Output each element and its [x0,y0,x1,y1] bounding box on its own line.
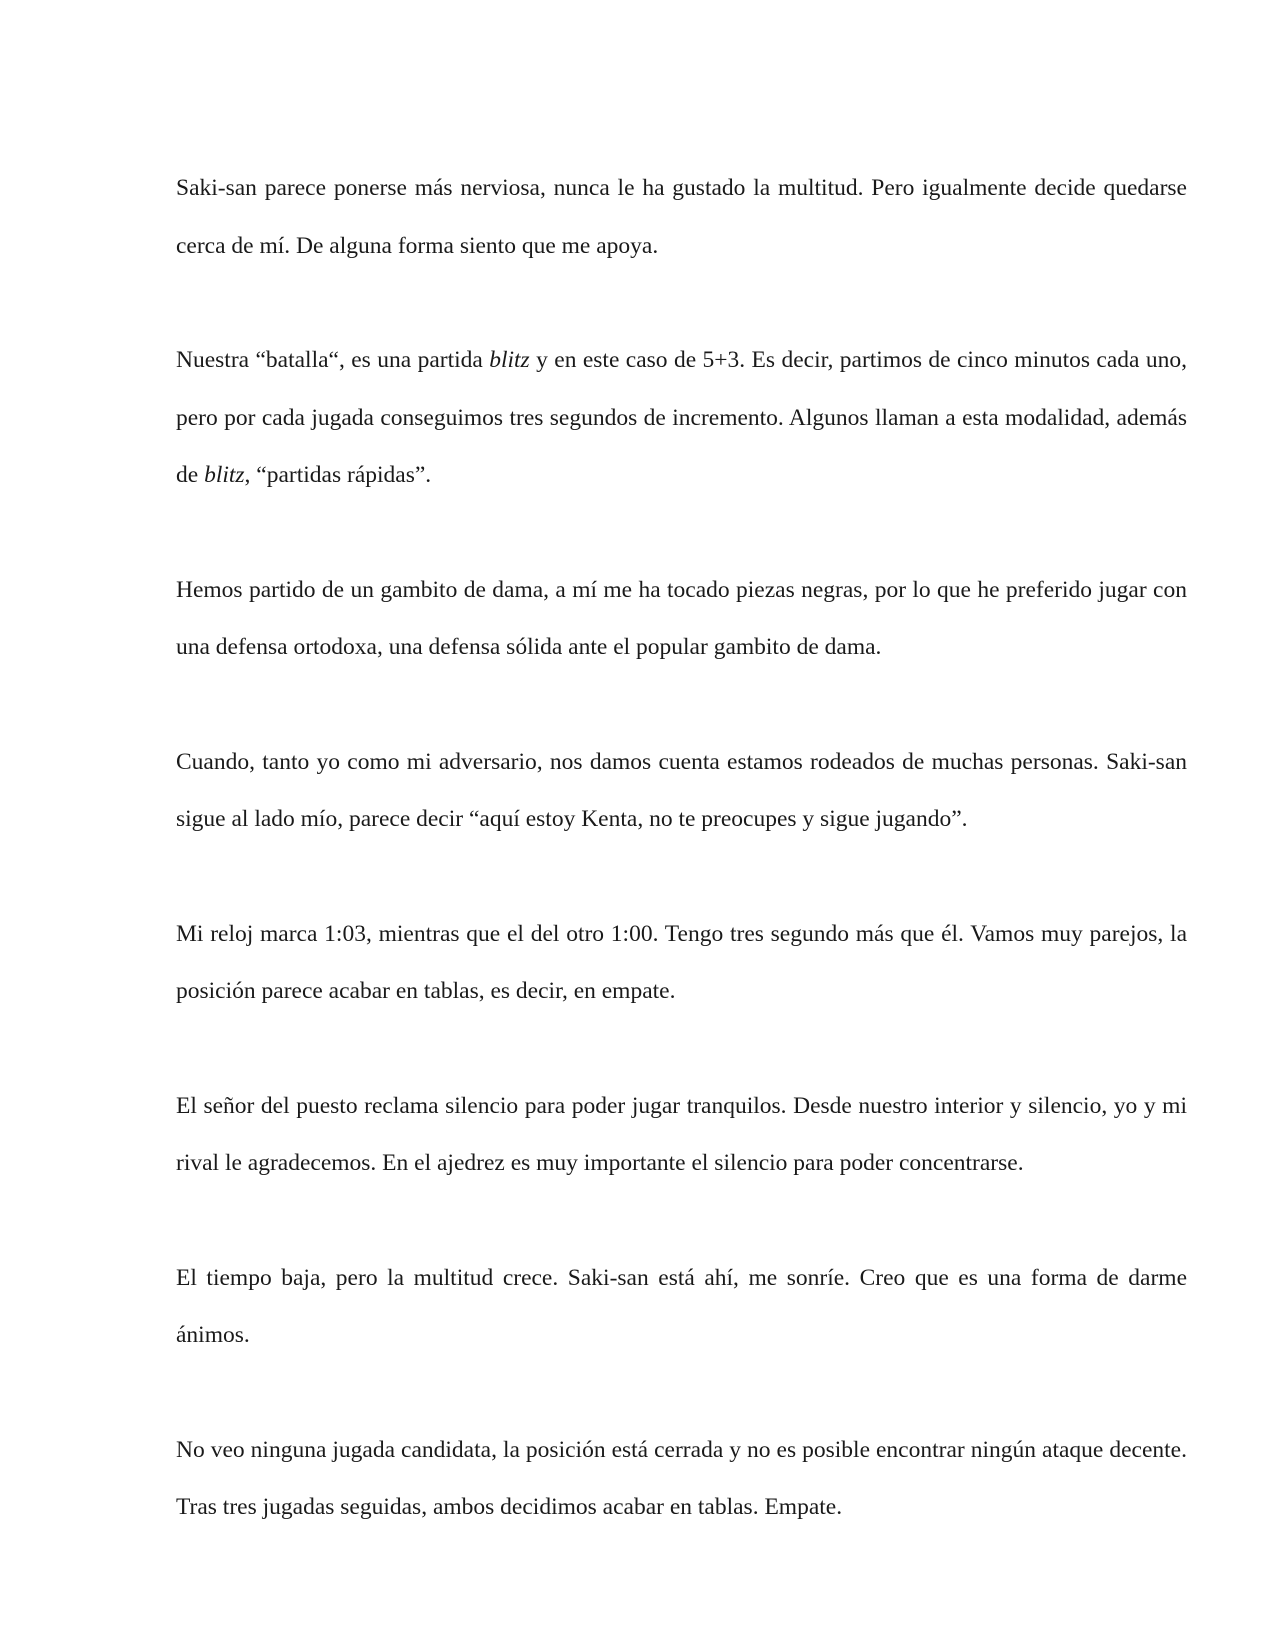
paragraph-1-text: Saki-san parece ponerse más nerviosa, nunca le ha gustado la multitud. Pero igualmente decide quedarse cerca de mí. De alguna forma siento que me apoya. [176,175,1187,259]
paragraph-3 [176,562,1187,677]
paragraph-7-text: El tiempo baja, pero la multitud crece. Saki-san está ahí, me sonríe. Creo que es una forma de darme ánimos. [176,1264,1187,1348]
paragraph-8-text: No veo ninguna jugada candidata, la posición está cerrada y no es posible encontrar ningún ataque decente. Tras tres jugadas seguidas, ambos decidimos acabar en tablas. Empate. [176,1436,1187,1520]
paragraph-2-text-c: , “partidas rápidas”. [244,462,432,488]
paragraph-2-italic-term-b: blitz [204,462,245,488]
paragraph-4-text: Cuando, tanto yo como mi adversario, nos damos cuenta estamos rodeados de muchas personas. Saki-san sigue al lado mío, parece decir “aquí estoy Kenta, no te preocupes y sigue jugando”. [176,748,1187,832]
paragraph-3-text: Hemos partido de un gambito de dama, a mí me ha tocado piezas negras, por lo que he preferido jugar con una defensa ortodoxa, una defensa sólida ante el popular gambito de dama. [176,576,1187,660]
paragraph-1 [176,160,1187,275]
paragraph-4 [176,734,1187,849]
paragraph-5-text: Mi reloj marca 1:03, mientras que el del otro 1:00. Tengo tres segundo más que él. Vamos muy parejos, la posición parece acabar en tablas, es decir, en empate. [176,920,1187,1004]
paragraph-2 [176,332,1187,505]
paragraph-6-text: El señor del puesto reclama silencio para poder jugar tranquilos. Desde nuestro interior y silencio, yo y mi rival le agradecemos. En el ajedrez es muy importante el silencio para poder concentrarse. [176,1092,1187,1176]
paragraph-5 [176,906,1187,1021]
paragraph-2-italic-term-a: blitz [489,347,530,373]
paragraph-2-text-b: y en este caso de 5+3. Es decir, partimos de cinco minutos cada uno, pero por cada jugada conseguimos tres segundos de incremento. Algunos llaman a esta modalidad, además de [176,347,1187,488]
document-page [176,160,1187,1594]
paragraph-6 [176,1078,1187,1193]
paragraph-2-text-a: Nuestra “batalla“, es una partida [176,347,490,373]
paragraph-8 [176,1422,1187,1537]
paragraph-7 [176,1250,1187,1365]
